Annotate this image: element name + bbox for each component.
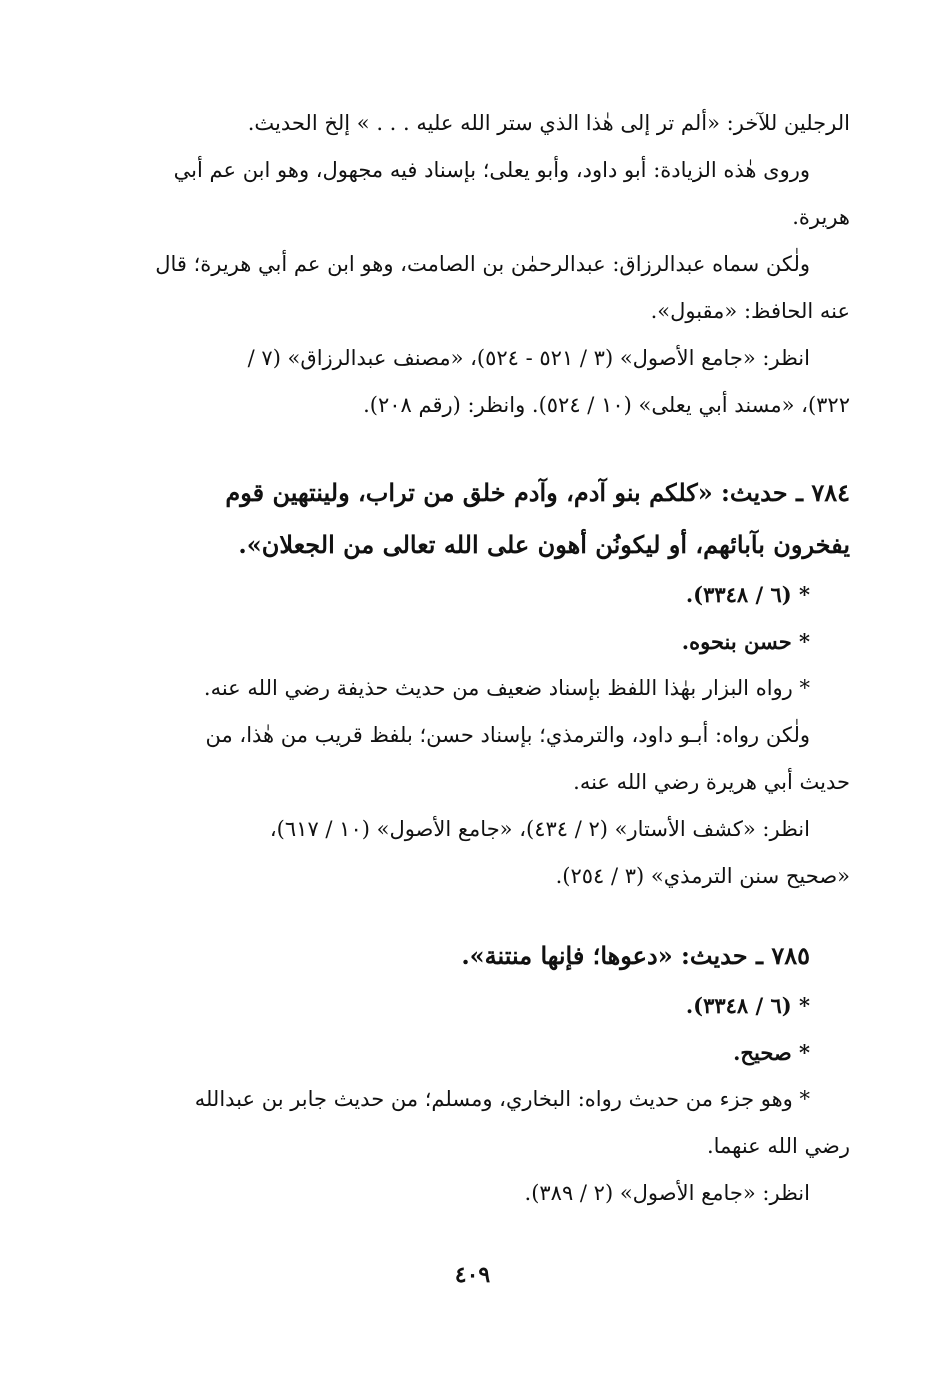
page-number: ٤٠٩: [454, 1262, 491, 1288]
page-body: [128, 100, 850, 1217]
reference-line: انظر: «كشف الأستار» (٢ / ٤٣٤)، «جامع الأصول» (١٠ / ٦١٧)،: [269, 817, 810, 841]
text-line: * رواه البزار بهٰذا اللفظ بإسناد ضعيف من حديث حذيفة رضي الله عنه.: [203, 676, 810, 700]
text-line: هريرة.: [792, 205, 850, 229]
previous-entry-section: [128, 100, 850, 429]
section-gap: [128, 429, 850, 467]
text-line: وروى هٰذه الزيادة: أبو داود، وأبو يعلى؛ بإسناد فيه مجهول، وهو ابن عم أبي: [173, 158, 810, 182]
hadith-785-section: [128, 930, 850, 1217]
hadith-grade: * حسن بنحوه.: [681, 629, 810, 654]
text-line: ولٰكن سماه عبدالرزاق: عبدالرحمٰن بن الصامت، وهو ابن عم أبي هريرة؛ قال: [155, 252, 810, 276]
hadith-heading: ٧٨٥ ـ حديث: «دعوها؛ فإنها منتنة».: [461, 941, 810, 970]
hadith-grade: * صحيح.: [733, 1040, 810, 1065]
hadith-784-section: [128, 467, 850, 900]
reference-line: انظر: «جامع الأصول» (٢ / ٣٨٩).: [524, 1181, 810, 1205]
text-line: ولٰكن رواه: أبـو داود، والترمذي؛ بإسناد حسن؛ بلفظ قريب من هٰذا، من: [205, 723, 810, 747]
reference-line: ٣٢٢)، «مسند أبي يعلى» (١٠ / ٥٢٤). وانظر: (رقم ٢٠٨).: [363, 393, 850, 417]
reference-line: انظر: «جامع الأصول» (٣ / ٥٢١ - ٥٢٤)، «مصنف عبدالرزاق» (٧ /: [247, 346, 810, 370]
text-line: حديث أبي هريرة رضي الله عنه.: [573, 770, 850, 794]
hadith-heading: يفخرون بآبائهم، أو ليكونُن أهون على الله تعالى من الجعلان».: [238, 530, 850, 559]
text-line: الرجلين للآخر: «ألم تر إلى هٰذا الذي ستر الله عليه . . . » إلخ الحديث.: [247, 111, 850, 135]
section-gap: [128, 900, 850, 930]
text-line: رضي الله عنهما.: [706, 1134, 850, 1158]
reference-line: «صحيح سنن الترمذي» (٣ / ٢٥٤).: [555, 864, 850, 888]
hadith-heading: ٧٨٤ ـ حديث: «كلكم بنو آدم، وآدم خلق من تراب، ولينتهين قوم: [225, 478, 850, 507]
volume-reference: * (٦ / ٣٣٤٨).: [685, 582, 810, 607]
text-line: * وهو جزء من حديث رواه: البخاري، ومسلم؛ من حديث جابر بن عبدالله: [194, 1087, 810, 1111]
text-line: عنه الحافظ: «مقبول».: [650, 299, 850, 323]
volume-reference: * (٦ / ٣٣٤٨).: [685, 993, 810, 1018]
